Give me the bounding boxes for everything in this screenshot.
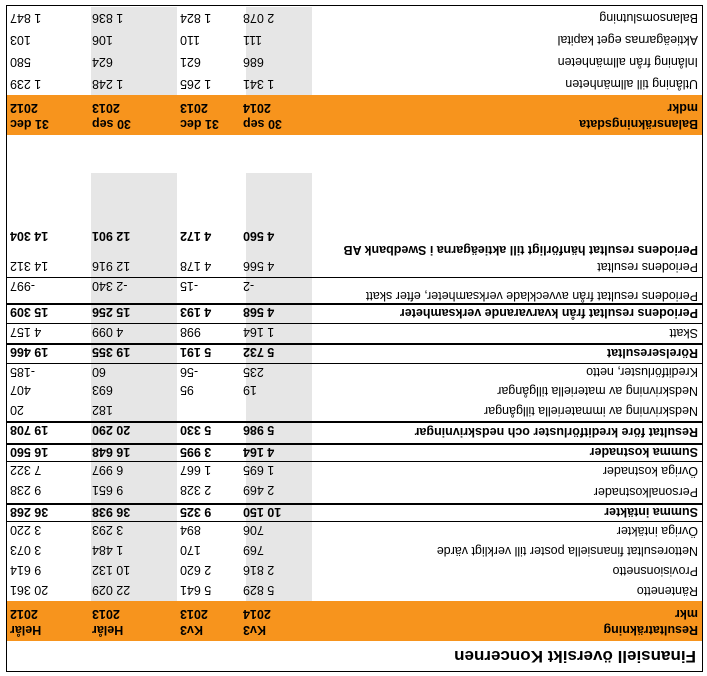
income-row-value-4: 20 [10,403,24,417]
balance-row [7,51,702,73]
income-row-value-4: -997 [10,279,36,293]
balance-row-value-3: 106 [92,33,113,47]
income-row-label: Övriga intäkter [616,524,698,538]
income-row-value-2: 9 325 [180,505,212,519]
income-row-label: Skatt [669,326,698,340]
balance-row-label: Inlåning från allmänheten [557,55,698,69]
income-row-label: Periodens resultat från kvarvarande verksamheter [399,306,698,320]
header-col-3-line1: Helår [92,623,124,637]
income-row-value-1: 2 469 [243,483,275,497]
page-title: Finansiell översikt Koncernen [454,647,696,666]
header-col-3-line2: 2013 [92,607,120,621]
balance-row-value-4: 103 [10,33,31,47]
income-row [7,343,702,363]
income-row-label: Nedskrivning av immateriella tillgångar [484,404,698,418]
income-row-value-3: 1 484 [92,543,124,557]
income-row-value-4: 16 560 [10,445,49,459]
income-header-band [7,601,702,641]
income-row-value-3: 16 648 [92,445,131,459]
balance-row-value-2: 1 824 [180,11,212,25]
header-col-4-line1: Helår [10,623,42,637]
income-row-value-3: 15 256 [92,305,131,319]
header-col-2-line2: 2013 [180,101,208,115]
table-frame [6,5,703,672]
header-col-3-line1: 30 sep [92,117,131,131]
balance-row-value-4: 1 847 [10,11,42,25]
income-row-label: Övriga kostnader [602,464,698,478]
income-row-value-2: 4 193 [180,305,212,319]
header-col-2-line1: 31 dec [180,117,219,131]
income-row-value-2: 998 [180,325,201,339]
income-row-label: Summa kostnader [589,445,698,459]
balance-row [7,73,702,95]
income-row-label: Periodens resultat [597,260,698,274]
income-row-value-2: 2 328 [180,483,212,497]
income-row-value-3: 4 099 [92,325,124,339]
income-row-value-1: 1 695 [243,463,275,477]
income-row-value-4: -185 [10,365,36,379]
income-row-value-4: 4 157 [10,325,42,339]
header-col-4-line2: 2012 [10,101,38,115]
income-row-value-1: 2 816 [243,563,275,577]
income-row-label: Kreditförluster, netto [586,365,698,379]
income-row-value-2: 5 641 [180,583,212,597]
income-row-value-2: -56 [180,365,199,379]
income-row [7,503,702,521]
balance-row [7,29,702,51]
income-row-value-1: 4 566 [243,259,275,273]
income-row-value-1: 4 560 [243,229,275,243]
header-col-1-line1: 30 sep [243,117,282,131]
income-row-value-3: -2 340 [92,279,128,293]
income-row-value-2: 95 [180,383,194,397]
income-row-value-4: 36 268 [10,505,49,519]
income-row-value-1: 10 150 [243,505,282,519]
income-row-value-2: 5 191 [180,345,212,359]
income-row-value-3: 9 651 [92,483,124,497]
income-row-label: Rörelseresultat [606,346,698,360]
income-row-value-4: 15 309 [10,305,49,319]
balance-row-value-2: 621 [180,55,201,69]
income-row [7,561,702,581]
income-row-value-4: 3 073 [10,543,42,557]
income-row [7,227,702,257]
income-row [7,401,702,421]
income-row [7,481,702,503]
balance-row-label: Balansomslutning [599,11,698,25]
income-row-label: Periodens resultat hänförligt till aktieägarna i Swedbank AB [343,243,698,257]
income-row-label: Personalkostnader [593,485,698,499]
income-row-label: Periodens resultat från avvecklade verksamheter, efter skatt [365,289,698,303]
income-row-value-4: 3 220 [10,523,42,537]
income-row-value-3: 60 [92,365,106,379]
balance-row-value-1: 686 [243,55,264,69]
income-row [7,461,702,481]
income-row-value-1: 19 [243,383,257,397]
balance-row-label: Aktieägarnas eget kapital [557,33,698,47]
balance-row-value-1: 2 078 [243,11,275,25]
income-row-value-1: 4 568 [243,305,275,319]
income-row-value-2: 5 330 [180,423,212,437]
income-row [7,541,702,561]
income-row [7,421,702,443]
income-row-value-3: 10 132 [92,563,131,577]
income-row-value-4: 7 322 [10,463,42,477]
balance-row-value-2: 1 265 [180,77,212,91]
income-row-value-4: 14 312 [10,259,49,273]
header-col-1-line2: 2014 [243,101,271,115]
income-row [7,323,702,343]
income-row-value-4: 9 614 [10,563,42,577]
income-row-value-4: 20 361 [10,583,49,597]
income-row [7,521,702,541]
income-row-value-1: 1 164 [243,325,275,339]
income-row-value-3: 6 997 [92,463,124,477]
income-row-label: Nettoresultat finansiella poster till verkligt värde [436,544,698,558]
balance-header-label: Balansräkningsdata [579,117,698,131]
balance-row-value-1: 1 341 [243,77,275,91]
income-row-value-1: 769 [243,543,264,557]
income-row-value-3: 22 029 [92,583,131,597]
income-row-value-3: 3 293 [92,523,124,537]
balance-row-value-4: 1 239 [10,77,42,91]
income-row [7,277,702,303]
income-row-label: Räntenetto [636,584,698,598]
income-row-value-2: 2 620 [180,563,212,577]
income-row-value-2: -15 [180,279,199,293]
income-row [7,303,702,323]
balance-header-unit: mdkr [667,101,698,115]
income-header-unit: mkr [675,607,698,621]
income-row [7,581,702,601]
balance-row-value-1: 111 [243,33,263,47]
income-row-value-4: 9 238 [10,483,42,497]
balance-row-value-3: 1 836 [92,11,124,25]
income-row-value-2: 1 667 [180,463,212,477]
income-row-value-3: 20 290 [92,423,131,437]
income-row-value-3: 36 938 [92,505,131,519]
balance-row-value-4: 580 [10,55,31,69]
income-row-value-3: 12 901 [92,229,131,243]
income-row-value-3: 19 355 [92,345,131,359]
income-row-value-2: 170 [180,543,201,557]
balance-row-label: Utlåning till allmänheten [565,77,698,91]
income-row-label: Summa intäkter [604,505,698,519]
income-row-value-4: 407 [10,383,31,397]
income-row-value-3: 12 916 [92,259,131,273]
header-col-2-line1: Kv3 [180,623,203,637]
income-row-label: Nedskrivning av materiella tillgångar [497,384,698,398]
income-row [7,381,702,401]
income-row-value-1: -2 [243,279,255,293]
header-col-4-line2: 2012 [10,607,38,621]
balance-row-value-3: 624 [92,55,113,69]
header-col-4-line1: 31 dec [10,117,49,131]
income-row-value-4: 19 466 [10,345,49,359]
income-row-value-1: 5 829 [243,583,275,597]
income-row [7,257,702,277]
income-row-value-1: 4 164 [243,445,275,459]
balance-header-band [7,95,702,135]
income-row-label: Provisionsnetto [612,564,698,578]
income-row-value-1: 5 732 [243,345,275,359]
income-row-value-1: 706 [243,523,264,537]
income-row-value-1: 5 986 [243,423,275,437]
balance-row [7,7,702,29]
income-row-value-2: 3 995 [180,445,212,459]
header-col-1-line2: 2014 [243,607,271,621]
income-row-value-2: 4 178 [180,259,212,273]
income-row-value-3: 182 [92,403,113,417]
balance-row-value-3: 1 248 [92,77,124,91]
income-row-value-4: 19 708 [10,423,49,437]
income-row [7,443,702,461]
income-row [7,363,702,381]
header-col-1-line1: Kv3 [243,623,266,637]
header-col-3-line2: 2013 [92,101,120,115]
income-row-label: Resultat före kreditförluster och nedskrivningar [414,425,698,439]
income-row-value-4: 14 304 [10,229,49,243]
income-row-value-2: 4 172 [180,229,212,243]
income-row-value-3: 693 [92,383,113,397]
income-row-value-2: 894 [180,523,201,537]
balance-row-value-2: 110 [180,33,200,47]
income-row-value-1: 235 [243,365,264,379]
header-col-2-line2: 2013 [180,607,208,621]
income-header-label: Resultaträkning [603,623,698,637]
